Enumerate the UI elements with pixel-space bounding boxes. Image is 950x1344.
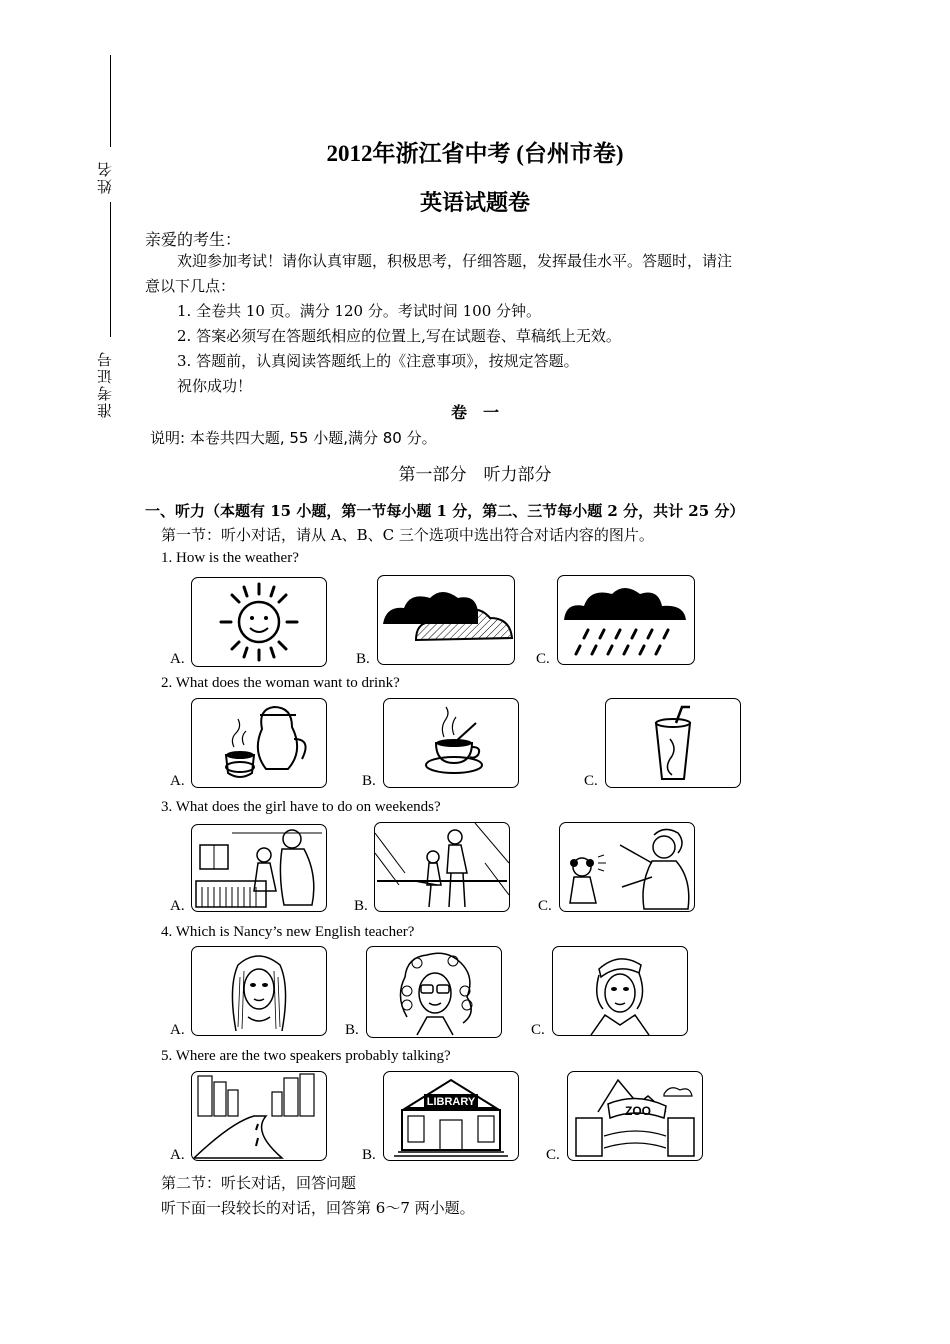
- rain-icon: [558, 576, 694, 664]
- question-4: 4. Which is Nancy’s new English teacher?: [161, 924, 415, 940]
- note-3: 3. 答题前，认真阅读答题纸上的《注意事项》，按规定答题。: [177, 352, 579, 370]
- q2-picture-c[interactable]: [605, 698, 741, 788]
- library-sign: LIBRARY: [426, 1096, 476, 1108]
- q5-option-b[interactable]: B.: [362, 1147, 376, 1163]
- library-icon: [384, 1072, 518, 1160]
- q4-picture-c[interactable]: [552, 946, 688, 1036]
- zoo-sign: ZOO: [625, 1104, 651, 1118]
- q5-picture-a[interactable]: [191, 1071, 327, 1161]
- coffee-cup-icon: [384, 699, 518, 787]
- note-1: 1. 全卷共 10 页。满分 120 分。考试时间 100 分钟。: [177, 302, 542, 320]
- q5-picture-b[interactable]: [383, 1071, 519, 1161]
- soft-drink-icon: [606, 699, 740, 787]
- name-label: 姓名: [96, 160, 114, 194]
- long-hair-woman-icon: [192, 947, 326, 1035]
- q5-option-a[interactable]: A.: [170, 1147, 185, 1163]
- q2-picture-a[interactable]: [191, 698, 327, 788]
- street-icon: [192, 1072, 326, 1160]
- q2-option-b[interactable]: B.: [362, 773, 376, 789]
- question-2: 2. What does the woman want to drink?: [161, 675, 400, 691]
- section-heading: 一、听力（本题有 15 小题，第一节每小题 1 分，第二、三节每小题 2 分，共计 25 分）: [145, 502, 745, 520]
- q4-option-a[interactable]: A.: [170, 1022, 185, 1038]
- zoo-icon: [568, 1072, 702, 1160]
- q1-picture-a[interactable]: [191, 577, 327, 667]
- question-3: 3. What does the girl have to do on weekends?: [161, 799, 441, 815]
- question-5: 5. Where are the two speakers probably talking?: [161, 1048, 451, 1064]
- question-1: 1. How is the weather?: [161, 550, 299, 566]
- cloud-icon: [378, 576, 514, 664]
- subsection-1: 第一节：听小对话，请从 A、B、C 三个选项中选出符合对话内容的图片。: [161, 526, 654, 544]
- piano-lesson-icon: [192, 825, 326, 911]
- q1-picture-b[interactable]: [377, 575, 515, 665]
- q4-option-c[interactable]: C.: [531, 1022, 545, 1038]
- exam-title: 2012年浙江省中考 (台州市卷): [326, 141, 624, 166]
- greeting: 亲爱的考生：: [145, 230, 242, 249]
- q2-option-c[interactable]: C.: [584, 773, 598, 789]
- q1-picture-c[interactable]: [557, 575, 695, 665]
- q3-picture-c[interactable]: [559, 822, 695, 912]
- wish: 祝你成功！: [177, 377, 253, 395]
- volume-title: 卷 一: [450, 403, 499, 422]
- intro-line-2: 意以下几点：: [145, 277, 236, 295]
- q2-picture-b[interactable]: [383, 698, 519, 788]
- q3-picture-b[interactable]: [374, 822, 510, 912]
- subsection-2-description: 听下面一段较长的对话，回答第 6～7 两小题。: [161, 1199, 475, 1217]
- q4-picture-a[interactable]: [191, 946, 327, 1036]
- margin-line-top: [110, 55, 111, 147]
- q2-option-a[interactable]: A.: [170, 773, 185, 789]
- curly-hair-glasses-woman-icon: [367, 947, 501, 1037]
- q3-option-c[interactable]: C.: [538, 898, 552, 914]
- q5-option-c[interactable]: C.: [546, 1147, 560, 1163]
- intro-line-1: 欢迎参加考试！请你认真审题，积极思考，仔细答题，发挥最佳水平。答题时，请注: [177, 252, 733, 270]
- q3-option-a[interactable]: A.: [170, 898, 185, 914]
- hat-woman-icon: [553, 947, 687, 1035]
- exam-id-label: 准考证号: [96, 350, 114, 418]
- part-title: 第一部分 听力部分: [398, 465, 552, 485]
- subsection-2: 第二节：听长对话，回答问题: [161, 1174, 357, 1192]
- q1-option-b[interactable]: B.: [356, 651, 370, 667]
- note-2: 2. 答案必须写在答题纸相应的位置上,写在试题卷、草稿纸上无效。: [177, 327, 621, 345]
- ballet-lesson-icon: [375, 823, 509, 911]
- exam-subtitle: 英语试题卷: [419, 191, 530, 216]
- q1-option-a[interactable]: A.: [170, 651, 185, 667]
- q5-picture-c[interactable]: [567, 1071, 703, 1161]
- singing-lesson-icon: [560, 823, 694, 911]
- margin-line-middle: [110, 202, 111, 337]
- q4-picture-b[interactable]: [366, 946, 502, 1038]
- volume-description: 说明: 本卷共四大题, 55 小题,满分 80 分。: [150, 429, 437, 447]
- q3-option-b[interactable]: B.: [354, 898, 368, 914]
- q3-picture-a[interactable]: [191, 824, 327, 912]
- q1-option-c[interactable]: C.: [536, 651, 550, 667]
- teapot-icon: [192, 699, 326, 787]
- sun-icon: [192, 578, 326, 666]
- q4-option-b[interactable]: B.: [345, 1022, 359, 1038]
